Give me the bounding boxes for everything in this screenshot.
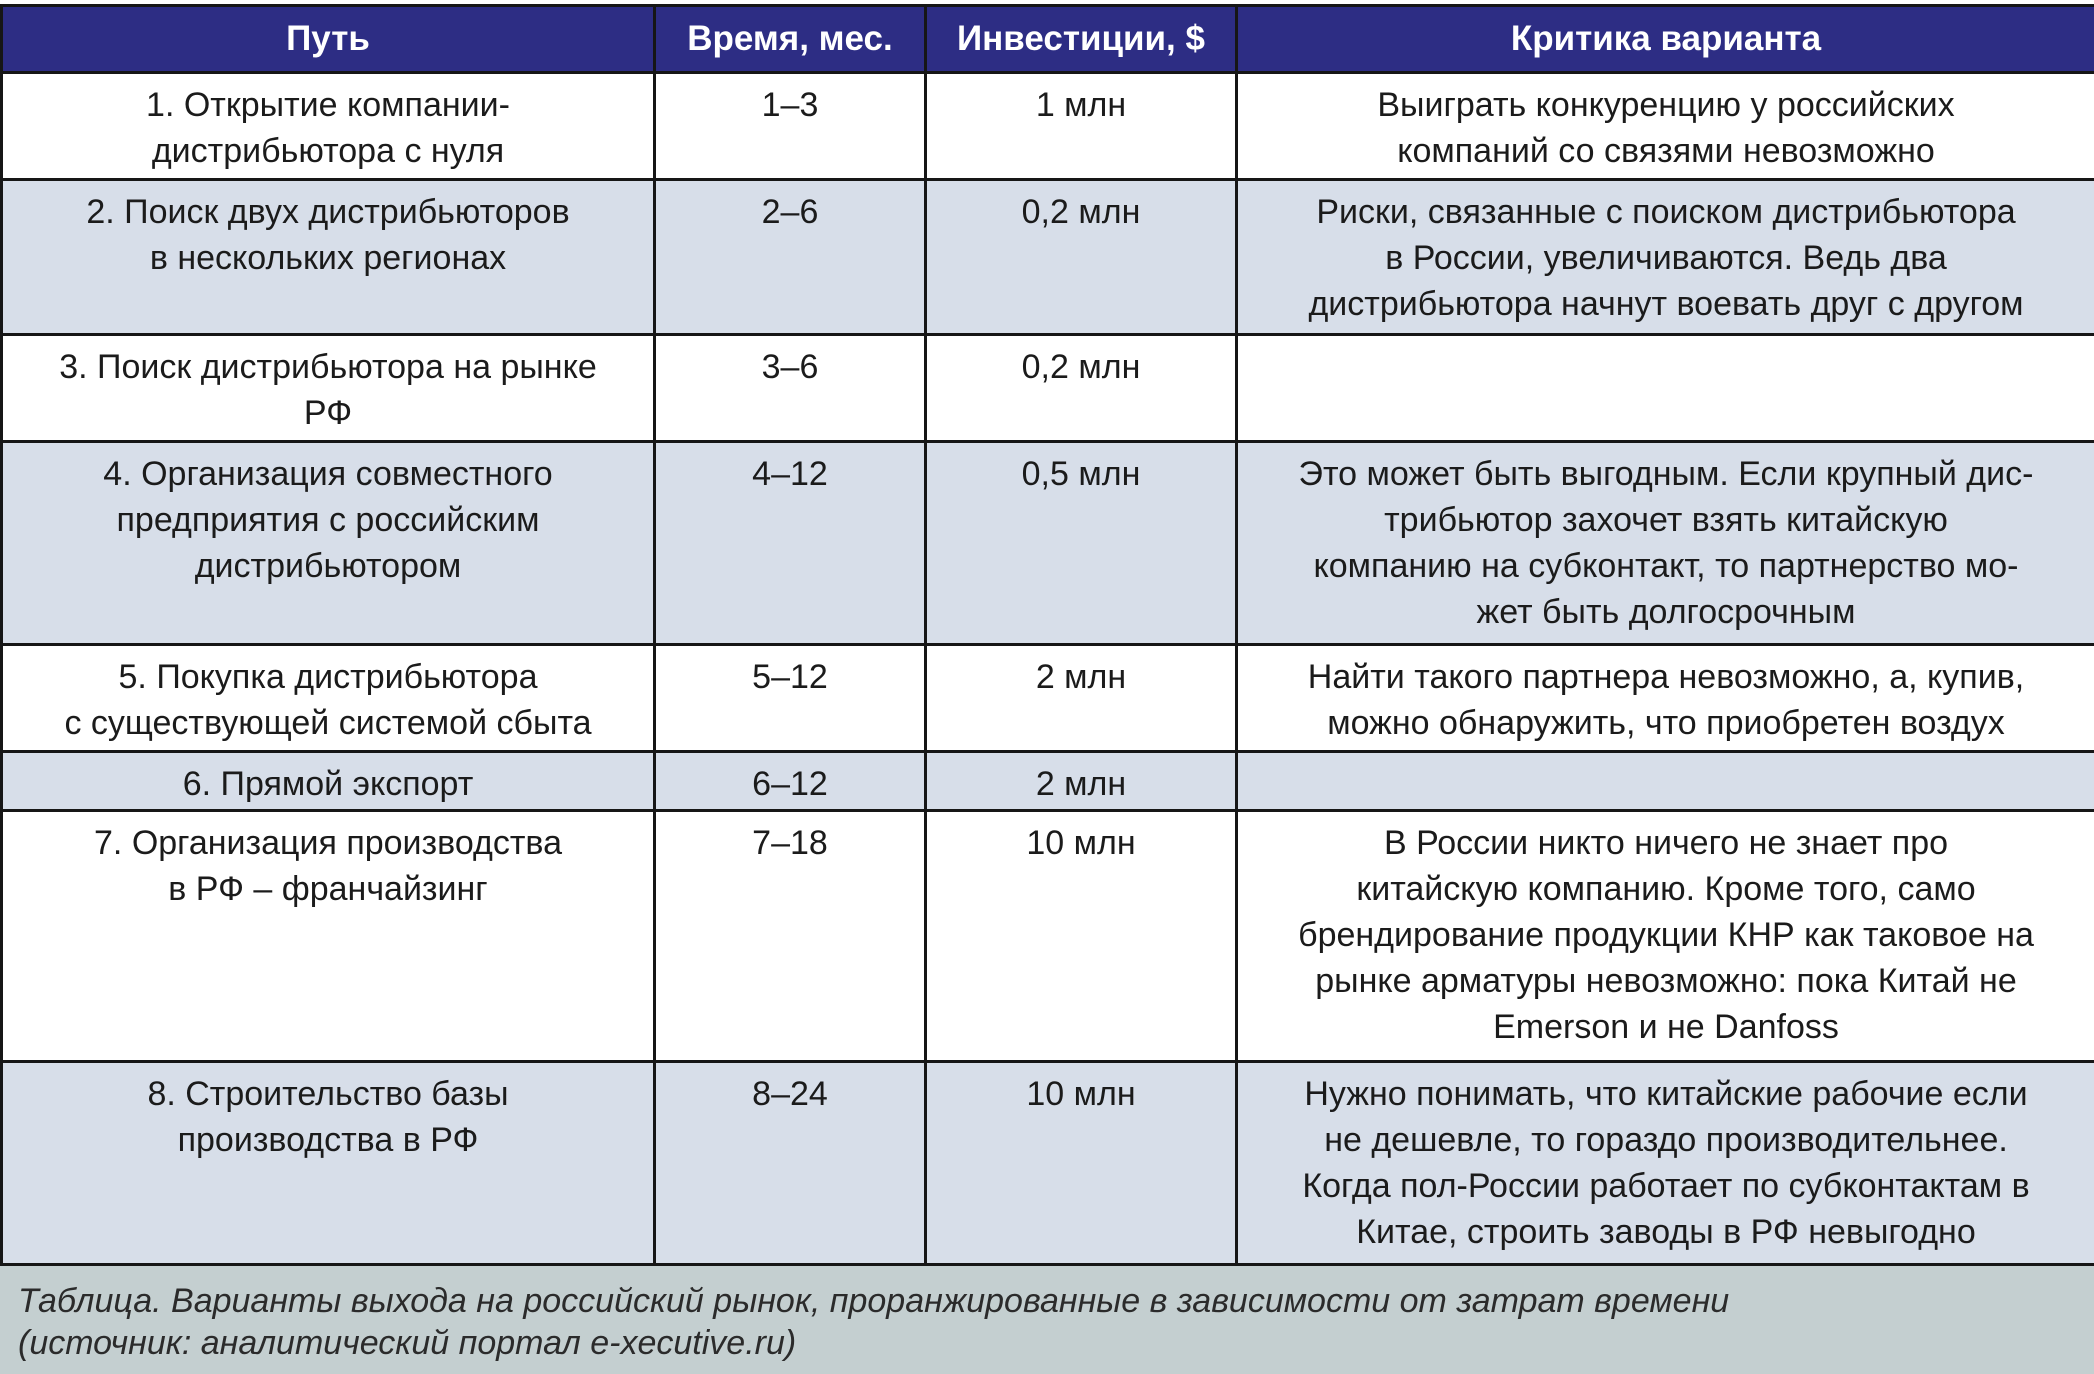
cell-path-line: в РФ – франчайзинг [168, 870, 488, 909]
cell-path-line: предприятия с российским [116, 501, 540, 540]
cell-path-line: 4. Организация совместного [103, 455, 553, 494]
cell-path-line: 7. Организация производства [94, 824, 562, 863]
header-time: Время, мес. [655, 6, 926, 73]
table-row [2, 442, 2094, 645]
cell-path-line: производства в РФ [177, 1121, 479, 1160]
caption-line-2: (источник: аналитический портал e-xecutive.ru) [18, 1324, 797, 1362]
caption-line-1: Таблица. Варианты выхода на российский рынок, проранжированные в зависимости от затрат времени [18, 1282, 1730, 1320]
cell-path [2, 811, 655, 1062]
cell-path-line: РФ [303, 394, 353, 433]
cell-path-line: дистрибьютора с нуля [151, 132, 505, 170]
cell-time: 7–18 [655, 811, 926, 1062]
cell-path-line: 5. Покупка дистрибьютора [118, 658, 538, 697]
cell-time: 5–12 [655, 645, 926, 752]
cell-critique-line: Выиграть конкуренцию у российских [1377, 86, 1955, 124]
cell-investment: 0,2 млн [926, 335, 1237, 442]
cell-path-line: дистрибьютором [194, 547, 462, 586]
cell-critique-line: Риски, связанные с поиском дистрибьютора [1316, 193, 2016, 232]
header-row [2, 6, 2094, 73]
cell-critique [1237, 335, 2094, 442]
cell-critique [1237, 442, 2094, 645]
cell-investment: 0,2 млн [926, 180, 1237, 335]
cell-path-line: 1. Открытие компании- [146, 86, 510, 124]
header-investment: Инвестиции, $ [926, 6, 1237, 73]
cell-critique-line: в России, увеличиваются. Ведь два [1385, 239, 1947, 278]
cell-critique-line: Китае, строить заводы в РФ невыгодно [1356, 1213, 1976, 1252]
cell-critique [1237, 752, 2094, 811]
cell-path [2, 73, 655, 180]
header-critique: Критика варианта [1237, 6, 2094, 73]
table-row [2, 180, 2094, 335]
table-container [0, 4, 2094, 1266]
cell-investment: 2 млн [926, 645, 1237, 752]
cell-critique-line: В России никто ничего не знает про [1383, 824, 1949, 863]
cell-time: 6–12 [655, 752, 926, 811]
cell-time: 4–12 [655, 442, 926, 645]
cell-path-line: 6. Прямой экспорт [182, 765, 474, 804]
cell-critique-line: компанию на субконтакт, то партнерство мо- [1313, 547, 2019, 586]
cell-time: 1–3 [655, 73, 926, 180]
table-caption [0, 1266, 2094, 1374]
market-entry-table [0, 4, 2094, 1266]
cell-critique [1237, 645, 2094, 752]
cell-critique [1237, 811, 2094, 1062]
table-row [2, 73, 2094, 180]
cell-critique-line: Найти такого партнера невозможно, а, купив, [1307, 658, 2025, 697]
cell-path [2, 442, 655, 645]
cell-critique-line: китайскую компанию. Кроме того, само [1356, 870, 1976, 909]
table-row [2, 335, 2094, 442]
cell-investment: 0,5 млн [926, 442, 1237, 645]
cell-path-line: в нескольких регионах [149, 239, 507, 278]
cell-critique [1237, 73, 2094, 180]
cell-path [2, 1062, 655, 1265]
cell-critique [1237, 1062, 2094, 1265]
cell-path [2, 335, 655, 442]
table-row [2, 645, 2094, 752]
cell-path-line: 2. Поиск двух дистрибьюторов [86, 193, 570, 232]
cell-critique-line: брендирование продукции КНР как таковое на [1298, 916, 2034, 955]
table-row [2, 752, 2094, 811]
cell-critique [1237, 180, 2094, 335]
cell-critique-line: можно обнаружить, что приобретен воздух [1327, 704, 2005, 743]
cell-time: 3–6 [655, 335, 926, 442]
cell-critique-line: Когда пол-России работает по субконтактам в [1302, 1167, 2030, 1206]
cell-critique-line: не дешевле, то гораздо производительнее. [1324, 1121, 2008, 1160]
cell-investment: 10 млн [926, 1062, 1237, 1265]
cell-critique-line: компаний со связями невозможно [1397, 132, 1935, 170]
table-row [2, 811, 2094, 1062]
table-row [2, 1062, 2094, 1265]
cell-path-line: 8. Строительство базы [147, 1075, 509, 1114]
table-body [2, 73, 2094, 1265]
cell-investment: 2 млн [926, 752, 1237, 811]
cell-critique-line: дистрибьютора начнут воевать друг с другом [1308, 285, 2024, 324]
cell-time: 2–6 [655, 180, 926, 335]
cell-critique-line: жет быть долгосрочным [1476, 593, 1856, 632]
cell-path [2, 180, 655, 335]
cell-investment: 1 млн [926, 73, 1237, 180]
cell-critique-line: Это может быть выгодным. Если крупный дис- [1298, 455, 2034, 494]
cell-path [2, 645, 655, 752]
cell-critique-line: рынке арматуры невозможно: пока Китай не [1315, 962, 2017, 1001]
cell-time: 8–24 [655, 1062, 926, 1265]
cell-path-line: 3. Поиск дистрибьютора на рынке [59, 348, 597, 387]
header-path: Путь [2, 6, 655, 73]
cell-critique-line: Emerson и не Danfoss [1493, 1008, 1839, 1047]
cell-path-line: с существующей системой сбыта [64, 704, 592, 743]
cell-investment: 10 млн [926, 811, 1237, 1062]
cell-critique-line: Нужно понимать, что китайские рабочие если [1304, 1075, 2028, 1114]
cell-path [2, 752, 655, 811]
cell-critique-line: трибьютор захочет взять китайскую [1384, 501, 1948, 540]
